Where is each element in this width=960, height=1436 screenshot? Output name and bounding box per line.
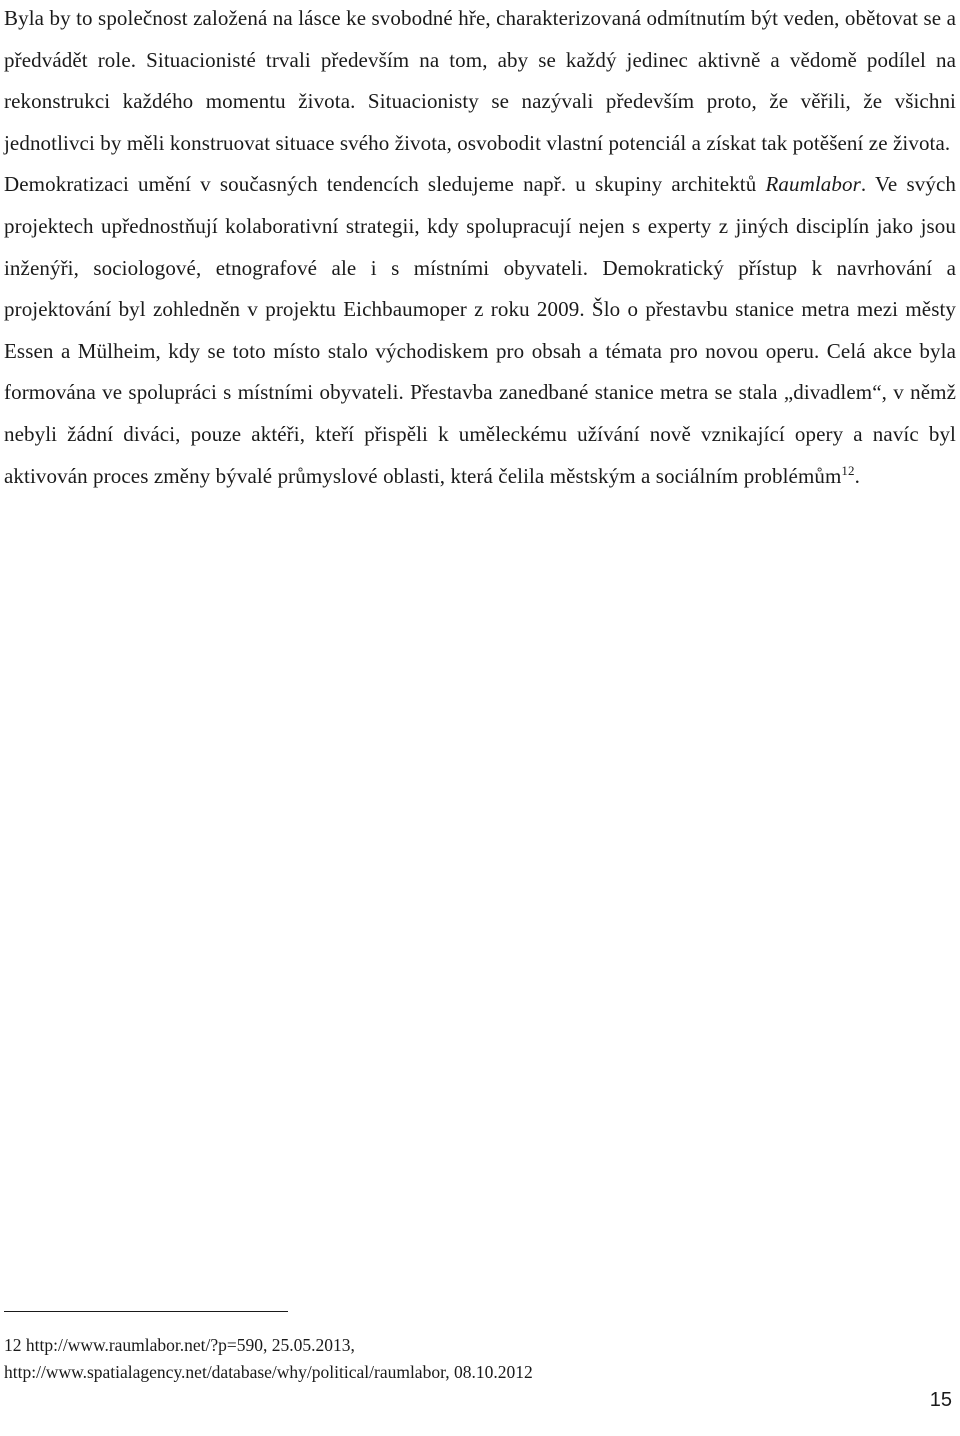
paragraph-raumlabor-body: . Ve svých projektech upřednostňují kolaborativní strategii, kdy spolupracují nejen s experty z jiných disciplín jako jsou inženýři, sociologové, etnografové ale i s místními obyvateli. Demokratický přístup k navrhování a projektování byl zohledněn v projektu Eichbaumoper z roku 2009. Šlo o přestavbu stanice metra mezi městy Essen a Mülheim, kdy se toto místo stalo východiskem pro obsah a témata pro novou operu. Celá akce byla formována ve spolupráci s místními obyvateli. Přestavba zanedbané stanice metra se stala „divadlem“, v němž nebyli žádní diváci, pouze aktéři, kteří přispěli k uměleckému užívání nově vznikající opery a navíc byl aktivován proces změny bývalé průmyslové oblasti, která čelila městským a sociálním problémům <box>4 172 956 488</box>
footnote-divider <box>4 1311 288 1312</box>
body-text <box>4 0 956 497</box>
paragraph-raumlabor <box>4 164 956 497</box>
paragraph-situationists: Byla by to společnost založená na lásce ke svobodné hře, charakterizovaná odmítnutím být veden, obětovat se a předvádět role. Situacionisté trvali především na tom, aby se každý jedinec aktivně a vědomě podílel na rekonstrukci každého momentu života. Situacionisty se nazývali především proto, že věřili, že všichni jednotlivci by měli konstruovat situace svého života, osvobodit vlastní potenciál a získat tak potěšení ze života. <box>4 6 956 155</box>
page-number: 15 <box>929 1389 952 1411</box>
footnote-reference[interactable]: 12 <box>841 462 855 478</box>
footnote-line-2: http://www.spatialagency.net/database/why/political/raumlabor, 08.10.2012 <box>4 1362 533 1382</box>
footnote <box>4 1332 944 1386</box>
footnote-line-1: 12 http://www.raumlabor.net/?p=590, 25.05.2013, <box>4 1335 355 1355</box>
raumlabor-name: Raumlabor <box>765 172 861 197</box>
paragraph-raumlabor-end: . <box>854 463 860 488</box>
paragraph-raumlabor-lead: Demokratizaci umění v současných tendencích sledujeme např. u skupiny architektů <box>4 172 766 197</box>
